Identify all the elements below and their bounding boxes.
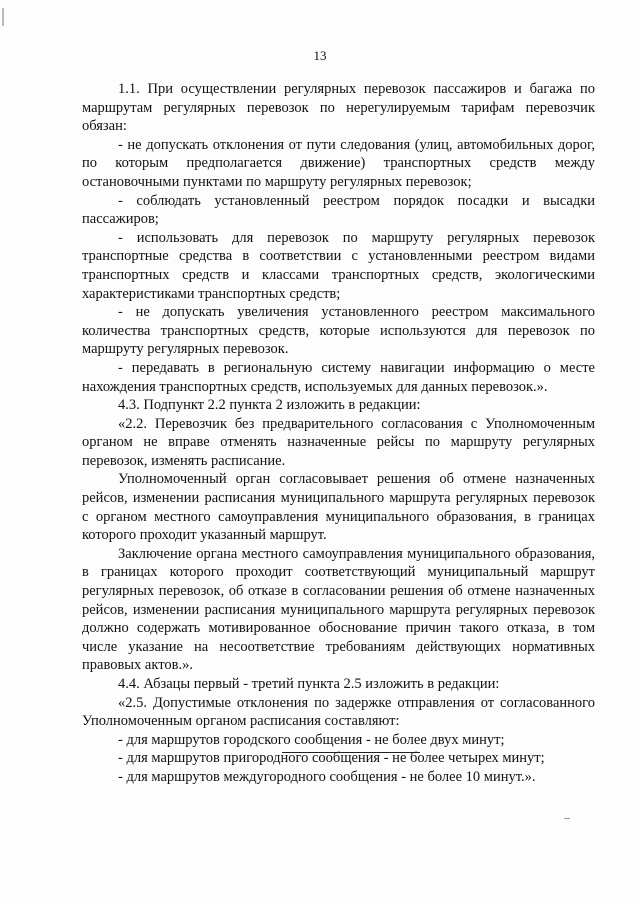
paragraph-bullet-intercity: - для маршрутов междугородного сообщения - не более 10 минут.». xyxy=(118,768,536,785)
paragraph-4-3: 4.3. Подпункт 2.2 пункта 2 изложить в редакции: xyxy=(118,397,421,414)
paragraph-2-2: «2.2. Перевозчик без предварительного согласования с Уполномоченным органом не вправе отменять назначенные рейсы по маршруту регулярных перевозок, изменять расписание. xyxy=(82,415,595,469)
paragraph-bullet-suburban: - для маршрутов пригородного сообщения - не более четырех минут; xyxy=(118,750,545,767)
closing-divider-line xyxy=(282,752,420,753)
paragraph-conclusion: Заключение органа местного самоуправления муниципального образования, в границах которого проходит соответствующий муниципальный маршрут регулярных перевозок, об отказе в согласовании решения об отмене назначенных рейсов, изменении расписания муниципального маршрута регулярных перевозок должно содержать мотивированное обоснование причин такого отказа, в том числе указание на несоответствие требованиям действующих нормативных правовых актов.». xyxy=(82,545,595,674)
paragraph-authority-approval: Уполномоченный орган согласовывает решения об отмене назначенных рейсов, изменении расписания муниципального маршрута регулярных перевозок с органом местного самоуправления муниципального образования, в границах которого проходит указанный маршрут. xyxy=(82,471,595,544)
paragraph-4-4: 4.4. Абзацы первый - третий пункта 2.5 изложить в редакции: xyxy=(118,676,500,692)
paragraph-bullet-max-count: - не допускать увеличения установленного реестром максимального количества транспортных средств, которые используются для перевозок по маршруту регулярных перевозок. xyxy=(82,304,595,358)
paragraph-bullet-boarding: - соблюдать установленный реестром порядок посадки и высадки пассажиров; xyxy=(82,192,595,228)
paragraph-bullet-city: - для маршрутов городского сообщения - не более двух минут; xyxy=(118,731,505,748)
paragraph-bullet-vehicles: - использовать для перевозок по маршруту регулярных перевозок транспортные средства в соответствии с установленными реестром видами транспортных средств и классами транспортных средств, экологическими характеристиками транспортных средств; xyxy=(82,229,595,302)
scan-speck xyxy=(564,818,570,819)
scan-edge-mark xyxy=(2,8,4,26)
document-body xyxy=(82,80,595,787)
paragraph-bullet-navigation: - передавать в региональную систему навигации информацию о месте нахождения транспортных средств, используемых для данных перевозок.». xyxy=(82,359,595,395)
page-number: 13 xyxy=(313,48,327,63)
paragraph-2-5: «2.5. Допустимые отклонения по задержке отправления от согласованного Уполномоченным органом расписания составляют: xyxy=(82,694,595,730)
paragraph-1-1: 1.1. При осуществлении регулярных перевозок пассажиров и багажа по маршрутам регулярных перевозок по нерегулируемым тарифам перевозчик обязан: xyxy=(82,81,595,135)
paragraph-bullet-deviation: - не допускать отклонения от пути следования (улиц, автомобильных дорог, по которым предполагается движение) транспортных средств между остановочными пунктами по маршруту регулярных перевозок; xyxy=(82,136,595,190)
